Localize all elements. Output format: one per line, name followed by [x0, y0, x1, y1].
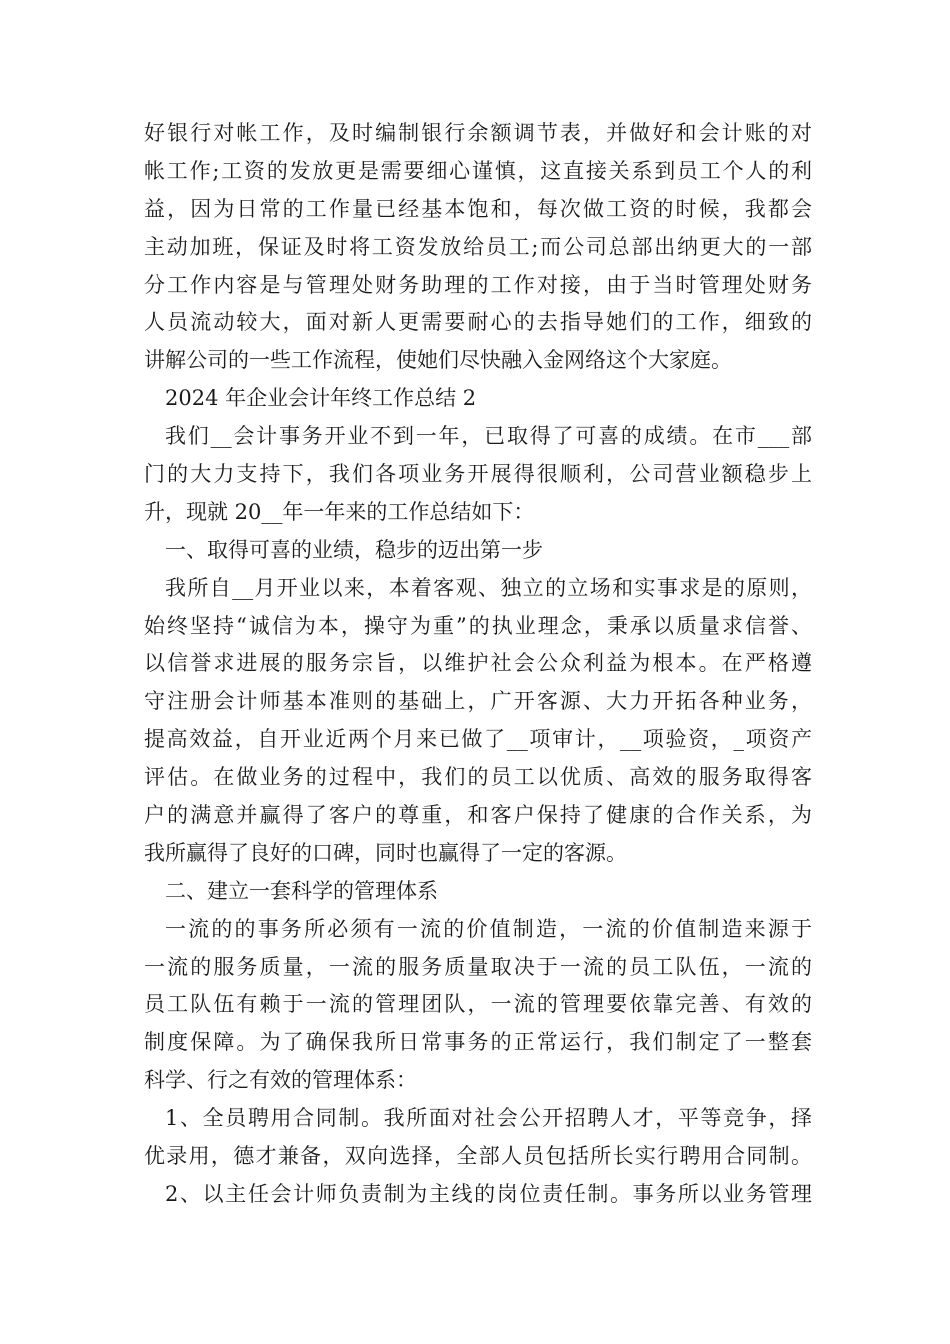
body-line: 帐工作;工资的发放更是需要细心谨慎，这直接关系到员工个人的利	[144, 158, 812, 183]
body-line: 提高效益，自开业近两个月来已做了__项审计，__项验资，_项资产	[144, 727, 812, 752]
document-body	[144, 115, 812, 1214]
body-line: 门的大力支持下，我们各项业务开展得很顺利，公司营业额稳步上	[144, 462, 812, 487]
body-line: 好银行对帐工作，及时编制银行余额调节表，并做好和会计账的对	[144, 121, 812, 145]
heading-line: 二、建立一套科学的管理体系	[165, 878, 438, 903]
section-title: 2024 年企业会计年终工作总结 2	[165, 386, 477, 411]
body-line: 主动加班，保证及时将工资发放给员工;而公司总部出纳更大的一部	[144, 234, 812, 259]
body-line: 讲解公司的一些工作流程，使她们尽快融入金网络这个大家庭。	[144, 348, 732, 373]
body-line: 始终坚持“诚信为本，操守为重”的执业理念，秉承以质量求信誉、	[144, 613, 812, 638]
body-line: 优录用，德才兼备，双向选择，全部人员包括所长实行聘用合同制。	[144, 1144, 812, 1169]
body-line: 户的满意并赢得了客户的尊重，和客户保持了健康的合作关系，为	[144, 803, 812, 828]
body-line: 人员流动较大，面对新人更需要耐心的去指导她们的工作，细致的	[144, 310, 812, 335]
body-line: 我所自__月开业以来，本着客观、独立的立场和实事求是的原则，	[165, 575, 812, 600]
body-line: 分工作内容是与管理处财务助理的工作对接，由于当时管理处财务	[144, 272, 812, 297]
body-line: 科学、行之有效的管理体系：	[144, 1068, 417, 1093]
body-line: 2、以主任会计师负责制为主线的岗位责任制。事务所以业务管理	[165, 1181, 812, 1206]
body-line: 以信誉求进展的服务宗旨，以维护社会公众利益为根本。在严格遵	[144, 651, 812, 676]
body-line: 升，现就 20__年一年来的工作总结如下：	[144, 499, 535, 524]
body-line: 评估。在做业务的过程中，我们的员工以优质、高效的服务取得客	[144, 765, 812, 790]
body-line: 益，因为日常的工作量已经基本饱和，每次做工资的时候，我都会	[144, 196, 812, 221]
body-line: 一流的的事务所必须有一流的价值制造，一流的价值制造来源于	[165, 916, 812, 941]
body-line: 守注册会计师基本准则的基础上，广开客源、大力开拓各种业务，	[144, 689, 812, 714]
body-line: 1、全员聘用合同制。我所面对社会公开招聘人才，平等竞争，择	[165, 1106, 812, 1131]
body-line: 我所赢得了良好的口碑，同时也赢得了一定的客源。	[144, 840, 627, 865]
body-line: 一流的服务质量，一流的服务质量取决于一流的员工队伍，一流的	[144, 954, 812, 979]
body-line: 员工队伍有赖于一流的管理团队，一流的管理要依靠完善、有效的	[144, 992, 812, 1017]
body-line: 我们__会计事务开业不到一年，已取得了可喜的成绩。在市___部	[165, 424, 812, 449]
heading-line: 一、取得可喜的业绩，稳步的迈出第一步	[165, 537, 543, 562]
body-line: 制度保障。为了确保我所日常事务的正常运行，我们制定了一整套	[144, 1030, 812, 1055]
